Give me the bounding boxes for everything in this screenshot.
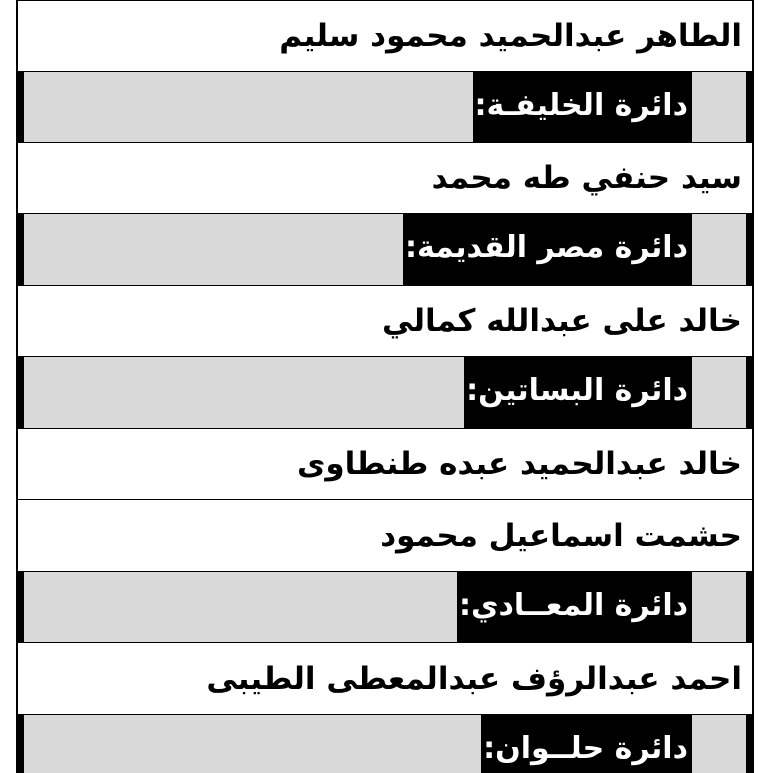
row-border-left: [18, 214, 24, 285]
candidate-name: احمد عبدالرؤف عبدالمعطى الطيبى: [206, 660, 742, 697]
district-label: دائرة مصر القديمة:: [403, 214, 692, 285]
row-border-right: [746, 572, 752, 642]
name-row: [18, 142, 752, 214]
candidate-name: الطاهر عبدالحميد محمود سليم: [279, 18, 742, 54]
name-row: [18, 285, 752, 357]
district-label: دائرة حلــوان:: [481, 715, 692, 773]
district-header-row: [18, 71, 752, 143]
candidate-name: سيد حنفي طه محمد: [431, 160, 742, 196]
row-border-left: [18, 72, 24, 142]
row-border-left: [18, 715, 24, 773]
row-border-left: [18, 357, 24, 428]
district-header-row: [18, 213, 752, 286]
row-border-right: [746, 715, 752, 773]
district-header-row: [18, 356, 752, 429]
district-label: دائرة المعــادي:: [457, 572, 692, 642]
district-label: دائرة البساتين:: [464, 357, 692, 428]
name-row: [18, 642, 752, 715]
row-border-right: [746, 214, 752, 285]
candidates-table: [16, 0, 754, 773]
candidate-name: خالد عبدالحميد عبده طنطاوى: [296, 446, 742, 482]
district-label: دائرة الخليفـة:: [473, 72, 692, 142]
candidate-name: خالد على عبدالله كمالي: [381, 303, 742, 339]
name-row: [18, 428, 752, 500]
name-row: [18, 0, 752, 72]
row-border-right: [746, 357, 752, 428]
row-border-right: [746, 72, 752, 142]
row-border-left: [18, 572, 24, 642]
candidate-name: حشمت اسماعيل محمود: [380, 517, 742, 554]
name-row: [18, 499, 752, 572]
district-header-row: [18, 714, 752, 773]
district-header-row: [18, 571, 752, 643]
